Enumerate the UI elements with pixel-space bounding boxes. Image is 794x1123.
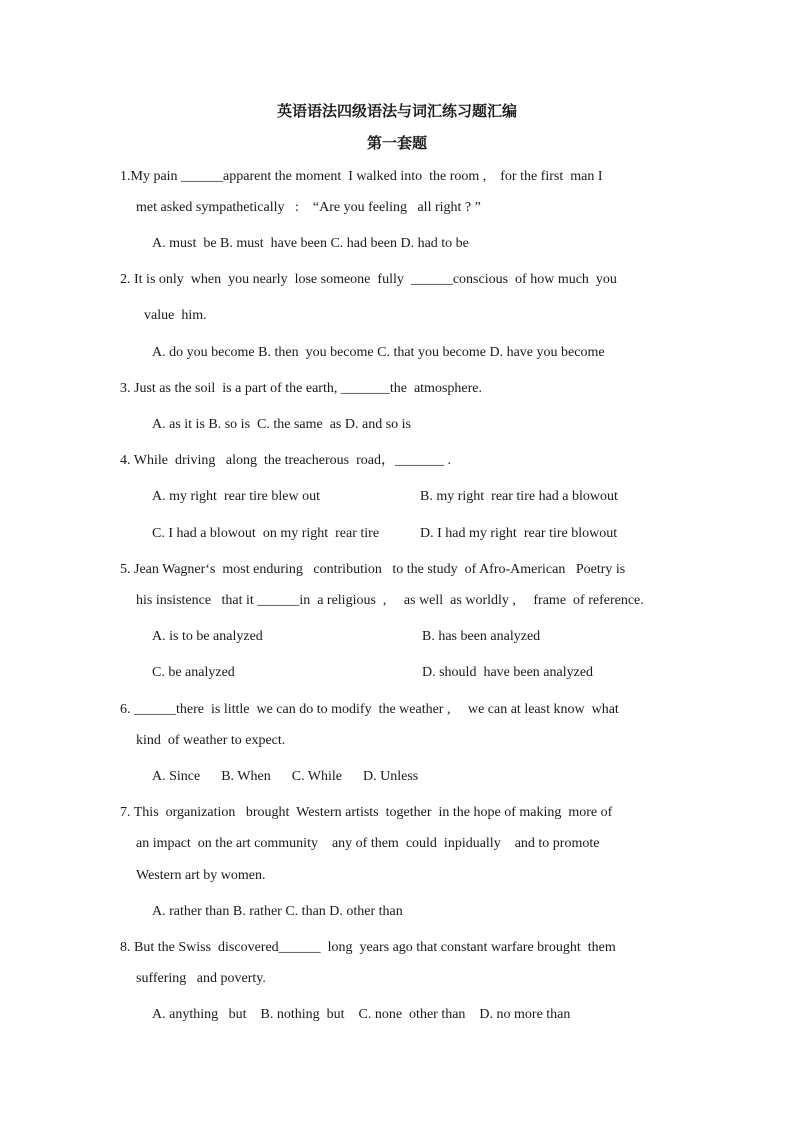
- question-4-option-a: A. my right rear tire blew out: [152, 489, 320, 504]
- question-2-line-1: 2. It is only when you nearly lose someone fully ______conscious of how much you: [120, 272, 617, 287]
- question-2-line-2: value him.: [144, 308, 207, 323]
- question-1-line-1: 1.My pain ______apparent the moment I walked into the room , for the first man I: [120, 169, 603, 184]
- question-1-options: A. must be B. must have been C. had been D. had to be: [152, 236, 469, 251]
- question-5-line-2: his insistence that it ______in a religious , as well as worldly , frame of reference.: [136, 593, 644, 608]
- question-4-option-b: B. my right rear tire had a blowout: [420, 489, 618, 504]
- question-4-line-1: 4. While driving along the treacherous road，_______ .: [120, 453, 451, 468]
- question-2-options: A. do you become B. then you become C. that you become D. have you become: [152, 345, 605, 360]
- question-8-line-1: 8. But the Swiss discovered______ long years ago that constant warfare brought them: [120, 940, 616, 955]
- question-6-line-1: 6. ______there is little we can do to modify the weather , we can at least know what: [120, 702, 619, 717]
- question-5-option-b: B. has been analyzed: [422, 629, 541, 644]
- question-6-line-2: kind of weather to expect.: [136, 733, 286, 748]
- question-6-options: A. Since B. When C. While D. Unless: [152, 769, 419, 784]
- question-7-options: A. rather than B. rather C. than D. other than: [152, 904, 403, 919]
- question-5-option-a: A. is to be analyzed: [152, 629, 263, 644]
- question-7-line-3: Western art by women.: [136, 868, 266, 883]
- question-8-options: A. anything but B. nothing but C. none other than D. no more than: [152, 1007, 571, 1022]
- question-3-options: A. as it is B. so is C. the same as D. and so is: [152, 417, 411, 432]
- question-7-line-2: an impact on the art community any of them could inpidually and to promote: [136, 836, 600, 851]
- question-5-option-c: C. be analyzed: [152, 665, 235, 680]
- question-4-option-c: C. I had a blowout on my right rear tire: [152, 526, 380, 541]
- question-8-line-2: suffering and poverty.: [136, 971, 266, 986]
- set-title: 第一套题: [366, 134, 427, 152]
- question-5-option-d: D. should have been analyzed: [422, 665, 594, 680]
- question-4-option-d: D. I had my right rear tire blowout: [420, 526, 618, 541]
- question-3-line-1: 3. Just as the soil is a part of the earth, _______the atmosphere.: [120, 381, 482, 396]
- document-title: 英语语法四级语法与词汇练习题汇编: [276, 102, 517, 120]
- question-5-line-1: 5. Jean Wagner‘s most enduring contribution to the study of Afro-American Poetry is: [120, 562, 626, 577]
- question-7-line-1: 7. This organization brought Western artists together in the hope of making more of: [120, 805, 613, 820]
- question-1-line-2: met asked sympathetically : “Are you feeling all right ? ”: [136, 200, 481, 215]
